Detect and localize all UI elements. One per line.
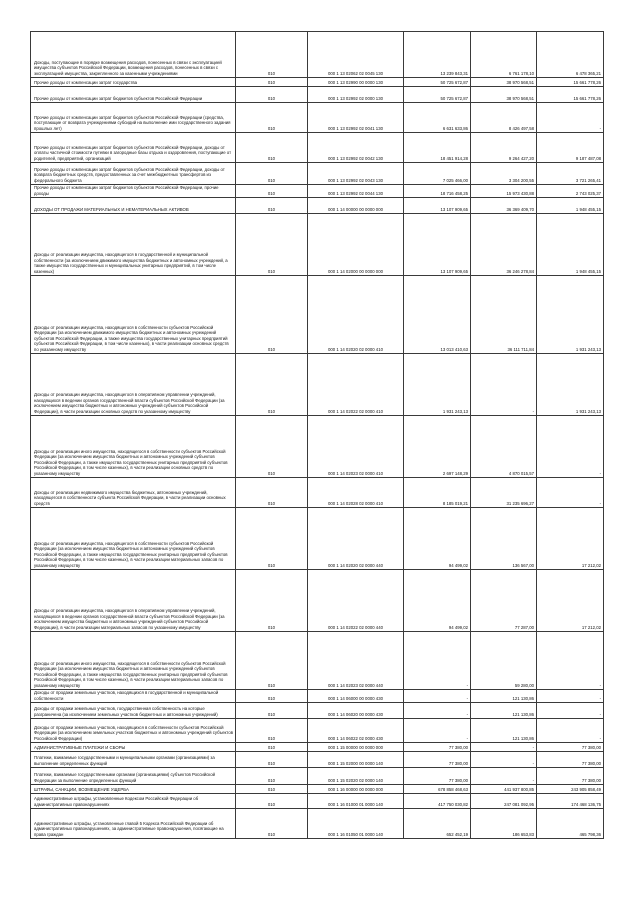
row-unexecuted: 2 743 025,37 (537, 185, 604, 198)
row-executed: 136 567,00 (471, 508, 537, 570)
row-name: Прочие доходы от компенсации затрат бюджетов субъектов Российской Федерации, доходы от возврата бюджетных средств, предоставленных за счет межбюджетных трансфертов из федерального бюджета (31, 163, 236, 185)
row-code: 010 (236, 185, 308, 198)
table-row (31, 214, 604, 276)
row-executed: 3 304 200,55 (471, 163, 537, 185)
row-executed: 36 369 409,70 (471, 198, 537, 214)
table-row (31, 78, 604, 87)
row-name: Доходы от продажи земельных участков, находящихся в собственности субъектов Российской Федерации (за исключением земельных участков бюджетных и автономных учреждений субъектов Российской Федерации) (31, 719, 236, 743)
row-name: Доходы от реализации недвижимого имущества бюджетных, автономных учреждений, находящегося в собственности субъекта Российской Федерации, в части реализации основных средств (31, 478, 236, 508)
row-name: ДОХОДЫ ОТ ПРОДАЖИ МАТЕРИАЛЬНЫХ И НЕМАТЕРИАЛЬНЫХ АКТИВОВ (31, 198, 236, 214)
row-unexecuted: 15 661 778,26 (537, 78, 604, 87)
table-row (31, 478, 604, 508)
row-code: 010 (236, 214, 308, 276)
row-approved: 8 185 019,21 (404, 478, 471, 508)
row-code: 010 (236, 752, 308, 768)
row-executed: 186 653,83 (471, 809, 537, 839)
row-approved: 77 380,00 (404, 743, 471, 752)
table-row (31, 809, 604, 839)
row-code: 010 (236, 809, 308, 839)
row-approved: 7 025 466,00 (404, 163, 471, 185)
row-approved: 18 716 458,25 (404, 185, 471, 198)
row-name: Доходы от реализации имущества, находящегося в собственности субъектов Российской Федерации (за исключением имущества бюджетных и автономных учреждений субъектов Российской Федерации, а также имущества государственных унитарных предприятий субъектов Российской Федерации, в том числе казенных), в части реализации материальных запасов по указанному имуществу (31, 508, 236, 570)
row-code: 010 (236, 743, 308, 752)
row-code: 010 (236, 785, 308, 794)
row-unexecuted: 17 212,02 (537, 570, 604, 632)
row-name: Доходы от продажи земельных участков, находящихся в государственной и муниципальной собственности (31, 690, 236, 703)
row-unexecuted: 3 721 265,41 (537, 163, 604, 185)
row-name: Доходы, поступающие в порядке возмещения расходов, понесенных в связи с эксплуатацией имущества субъектов Российской Федерации, возмещения расходов, понесенных в связи с эксплуатацией имущества, закрепленного за казенными учреждениями (31, 32, 236, 78)
row-kbk: 000 1 13 02992 02 0043 130 (308, 163, 404, 185)
row-unexecuted: 1 948 455,15 (537, 198, 604, 214)
report-table (30, 31, 604, 839)
table-row (31, 185, 604, 198)
row-kbk: 000 1 16 01050 01 0000 140 (308, 809, 404, 839)
table-row (31, 32, 604, 78)
row-approved: 13 239 843,31 (404, 32, 471, 78)
row-name: Доходы от реализации имущества, находящегося в собственности субъектов Российской Федерации (за исключением движимого имущества бюджетных и автономных учреждений субъектов Российской Федерации, а также имущества государственных унитарных предприятий субъектов Российской Федерации, в том числе казенных), в части реализации основных средств по указанному имуществу (31, 276, 236, 354)
row-unexecuted: - (537, 690, 604, 703)
row-kbk: 000 1 14 02020 02 0000 440 (308, 508, 404, 570)
row-name: Прочие доходы от компенсации затрат бюджетов субъектов Российской Федерации (31, 87, 236, 103)
table-row (31, 87, 604, 103)
row-unexecuted: 243 905 858,49 (537, 785, 604, 794)
table-row (31, 570, 604, 632)
row-code: 010 (236, 632, 308, 690)
row-name: АДМИНИСТРАТИВНЫЕ ПЛАТЕЖИ И СБОРЫ (31, 743, 236, 752)
row-kbk: 000 1 15 02020 02 0000 140 (308, 768, 404, 785)
table-row (31, 719, 604, 743)
row-kbk: 000 1 14 02023 02 0000 440 (308, 632, 404, 690)
row-approved: 94 499,02 (404, 570, 471, 632)
row-name: Прочие доходы от компенсации затрат государства (31, 78, 236, 87)
row-name: Административные штрафы, установленные главой 5 Кодекса Российской Федерации об административных правонарушениях, за административные правонарушения, посягающие на права граждан (31, 809, 236, 839)
table-row (31, 752, 604, 768)
row-kbk: 000 1 14 06022 02 0000 430 (308, 719, 404, 743)
row-name: Доходы от продажи земельных участков, государственная собственность на которые разграничена (за исключением земельных участков бюджетных и автономных учреждений) (31, 703, 236, 719)
row-name: Прочие доходы от компенсации затрат бюджетов субъектов Российской Федерации, прочие доходы (31, 185, 236, 198)
row-kbk: 000 1 16 00000 00 0000 000 (308, 785, 404, 794)
row-approved: - (404, 719, 471, 743)
row-name: Доходы от реализации имущества, находящегося в оперативном управлении учреждений, находящихся в ведении органов государственной власти субъектов Российской Федерации (за исключением имущества бюджетных и автономных учреждений субъектов Российской Федерации), в части реализации основных средств по указанному имуществу (31, 354, 236, 416)
row-name: Платежи, взимаемые государственными и муниципальными органами (организациями) за выполнение определенных функций (31, 752, 236, 768)
row-executed: 38 970 568,51 (471, 87, 537, 103)
row-kbk: 000 1 13 02992 02 0044 130 (308, 185, 404, 198)
row-code: 010 (236, 719, 308, 743)
row-executed: 15 973 430,88 (471, 185, 537, 198)
table-row (31, 703, 604, 719)
row-code: 010 (236, 198, 308, 214)
row-executed: 59 280,00 (471, 632, 537, 690)
row-executed: 36 111 711,84 (471, 276, 537, 354)
row-approved: - (404, 632, 471, 690)
row-approved: - (404, 690, 471, 703)
row-unexecuted: 1 931 243,13 (537, 354, 604, 416)
row-code: 010 (236, 87, 308, 103)
report-table-body (31, 32, 604, 839)
table-row (31, 133, 604, 163)
row-code: 010 (236, 103, 308, 133)
row-approved: 6 631 633,86 (404, 103, 471, 133)
row-executed: 8 426 497,58 (471, 103, 537, 133)
row-kbk: 000 1 14 02028 02 0000 410 (308, 478, 404, 508)
row-unexecuted: - (537, 478, 604, 508)
row-unexecuted: - (537, 703, 604, 719)
row-approved: - (404, 703, 471, 719)
row-executed: 441 937 800,85 (471, 785, 537, 794)
row-executed: 121 130,86 (471, 719, 537, 743)
row-approved: 77 380,00 (404, 752, 471, 768)
row-approved: 13 013 410,63 (404, 276, 471, 354)
row-approved: 1 931 243,13 (404, 354, 471, 416)
row-kbk: 000 1 14 02000 00 0000 000 (308, 214, 404, 276)
table-row (31, 198, 604, 214)
row-unexecuted: 174 468 136,75 (537, 794, 604, 809)
row-unexecuted: 1 948 455,15 (537, 214, 604, 276)
table-row (31, 632, 604, 690)
row-code: 010 (236, 354, 308, 416)
row-kbk: 000 1 13 02990 00 0000 130 (308, 78, 404, 87)
row-unexecuted: - (537, 719, 604, 743)
row-kbk: 000 1 15 02000 00 0000 140 (308, 752, 404, 768)
row-approved: 50 725 672,87 (404, 87, 471, 103)
row-unexecuted: 77 380,00 (537, 752, 604, 768)
table-row (31, 768, 604, 785)
table-row (31, 416, 604, 478)
row-unexecuted: 1 931 243,13 (537, 276, 604, 354)
row-kbk: 000 1 14 02020 02 0000 410 (308, 276, 404, 354)
row-executed: 121 130,86 (471, 703, 537, 719)
row-code: 010 (236, 478, 308, 508)
row-code: 010 (236, 690, 308, 703)
row-code: 010 (236, 78, 308, 87)
row-code: 010 (236, 570, 308, 632)
row-approved: 13 107 909,65 (404, 214, 471, 276)
row-unexecuted: 77 380,00 (537, 743, 604, 752)
row-executed: 38 970 568,51 (471, 78, 537, 87)
row-kbk: 000 1 14 02022 02 0000 410 (308, 354, 404, 416)
row-unexecuted: 9 187 487,08 (537, 133, 604, 163)
row-unexecuted: 15 661 778,26 (537, 87, 604, 103)
row-executed: 121 130,86 (471, 690, 537, 703)
row-approved: 13 107 909,65 (404, 198, 471, 214)
row-code: 010 (236, 416, 308, 478)
row-code: 010 (236, 32, 308, 78)
row-executed: 31 235 696,27 (471, 478, 537, 508)
row-code: 010 (236, 703, 308, 719)
table-row (31, 743, 604, 752)
row-kbk: 000 1 13 02992 02 0000 130 (308, 87, 404, 103)
row-name: Доходы от реализации имущества, находящегося в оперативном управлении учреждений, находящихся в ведении органов государственной власти субъектов Российской Федерации (за исключением имущества бюджетных и автономных учреждений субъектов Российской Федерации), в части реализации материальных запасов по указанному имуществу (31, 570, 236, 632)
row-executed: 247 081 092,95 (471, 794, 537, 809)
table-row (31, 276, 604, 354)
row-approved: 2 697 148,29 (404, 416, 471, 478)
row-code: 010 (236, 794, 308, 809)
table-row (31, 794, 604, 809)
row-name: Доходы от реализации иного имущества, находящегося в собственности субъектов Российской Федерации (за исключением имущества бюджетных и автономных учреждений субъектов Российской Федерации, а также имущества государственных унитарных предприятий субъектов Российской Федерации, в том числе казенных), в части реализации материальных запасов по указанному имуществу (31, 632, 236, 690)
row-code: 010 (236, 768, 308, 785)
row-unexecuted: - (537, 416, 604, 478)
row-executed: 36 246 278,84 (471, 214, 537, 276)
row-name: Прочие доходы от компенсации затрат бюджетов субъектов Российской Федерации (средства, поступающие от возврата учреждениями субсидий на выполнение ими государственного задания прошлых лет) (31, 103, 236, 133)
row-approved: 678 858 468,63 (404, 785, 471, 794)
row-kbk: 000 1 14 06020 00 0000 430 (308, 703, 404, 719)
row-approved: 652 452,19 (404, 809, 471, 839)
row-name: ШТРАФЫ, САНКЦИИ, ВОЗМЕЩЕНИЕ УЩЕРБА (31, 785, 236, 794)
row-executed: - (471, 752, 537, 768)
row-approved: 18 451 914,28 (404, 133, 471, 163)
row-code: 010 (236, 163, 308, 185)
row-approved: 94 499,02 (404, 508, 471, 570)
row-executed: 6 761 178,10 (471, 32, 537, 78)
row-code: 010 (236, 276, 308, 354)
row-executed: 9 264 427,20 (471, 133, 537, 163)
row-kbk: 000 1 14 00000 00 0000 000 (308, 198, 404, 214)
row-name: Доходы от реализации иного имущества, находящегося в собственности субъектов Российской Федерации (за исключением имущества бюджетных и автономных учреждений субъектов Российской Федерации, а также имущества государственных унитарных предприятий субъектов Российской Федерации, в том числе казенных), в части реализации основных средств по указанному имуществу (31, 416, 236, 478)
table-row (31, 508, 604, 570)
row-kbk: 000 1 15 00000 00 0000 000 (308, 743, 404, 752)
row-kbk: 000 1 13 02062 02 0045 130 (308, 32, 404, 78)
row-executed: - (471, 743, 537, 752)
row-name: Платежи, взимаемые государственными органами (организациями) субъектов Российской Федерации за выполнение определенных функций (31, 768, 236, 785)
row-unexecuted: 17 212,02 (537, 508, 604, 570)
row-executed: - (471, 768, 537, 785)
row-name: Административные штрафы, установленные Кодексом Российской Федерации об административных правонарушениях (31, 794, 236, 809)
row-unexecuted: 6 478 365,21 (537, 32, 604, 78)
row-unexecuted: 77 380,00 (537, 768, 604, 785)
row-unexecuted: - (537, 103, 604, 133)
row-approved: 50 725 672,87 (404, 78, 471, 87)
table-row (31, 785, 604, 794)
row-kbk: 000 1 13 02992 02 0042 130 (308, 133, 404, 163)
row-name: Доходы от реализации имущества, находящегося в государственной и муниципальной собственности (за исключением движимого имущества бюджетных и автономных учреждений, а также имущества государственных и муниципальных унитарных предприятий, в том числе казенных) (31, 214, 236, 276)
row-kbk: 000 1 14 02023 02 0000 410 (308, 416, 404, 478)
table-row (31, 163, 604, 185)
row-kbk: 000 1 13 02992 02 0041 130 (308, 103, 404, 133)
row-executed: 4 870 015,57 (471, 416, 537, 478)
row-executed: - (471, 354, 537, 416)
table-row (31, 690, 604, 703)
row-kbk: 000 1 16 01000 01 0000 140 (308, 794, 404, 809)
row-code: 010 (236, 133, 308, 163)
row-approved: 77 380,00 (404, 768, 471, 785)
row-name: Прочие доходы от компенсации затрат бюджетов субъектов Российской Федерации, доходы от оплаты частичной стоимости путевки в загородные базы отдыха и оздоровления, поступающие от родителей, предприятий, организаций (31, 133, 236, 163)
row-kbk: 000 1 14 02022 02 0000 440 (308, 570, 404, 632)
row-code: 010 (236, 508, 308, 570)
table-row (31, 354, 604, 416)
row-approved: 417 750 030,82 (404, 794, 471, 809)
table-row (31, 103, 604, 133)
row-unexecuted: - (537, 632, 604, 690)
row-kbk: 000 1 14 06000 00 0000 430 (308, 690, 404, 703)
row-unexecuted: 465 798,36 (537, 809, 604, 839)
row-executed: 77 287,00 (471, 570, 537, 632)
